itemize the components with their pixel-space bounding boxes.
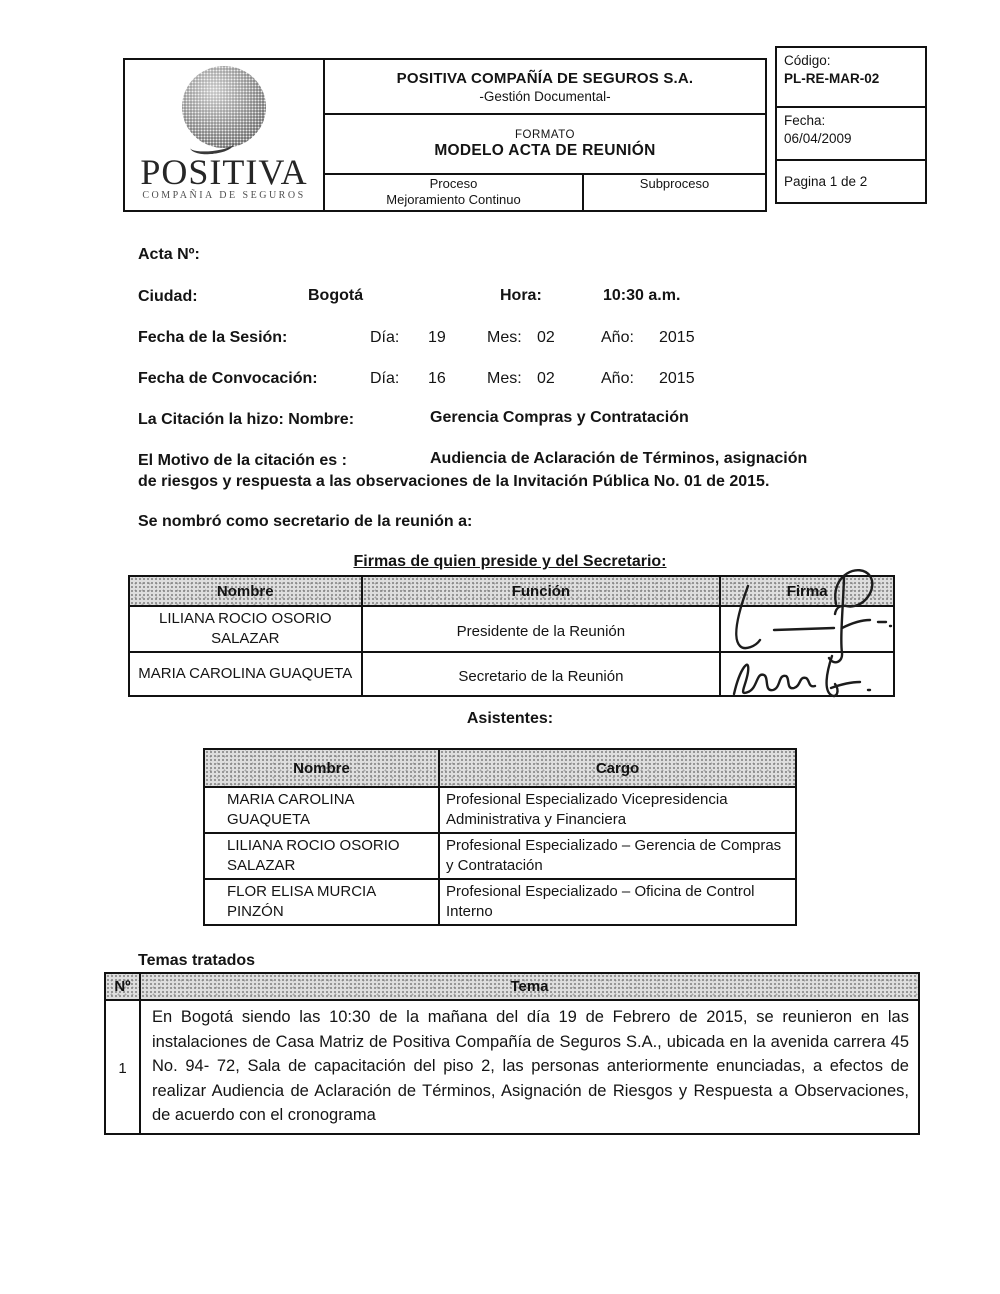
formato-label: FORMATO bbox=[515, 128, 575, 141]
fecha-cell bbox=[777, 108, 925, 161]
fecha-convocacion-label: Fecha de Convocación: bbox=[138, 370, 318, 387]
temas-table bbox=[104, 972, 920, 1135]
sesion-mes-label: Mes: bbox=[487, 329, 522, 346]
header-company-row bbox=[325, 60, 765, 115]
pagina-cell bbox=[777, 161, 925, 202]
logo-cell bbox=[125, 60, 325, 210]
temas-header-tema: Tema bbox=[140, 973, 919, 1000]
tema-row-num: 1 bbox=[105, 1000, 140, 1134]
motivo-value-line1: Audiencia de Aclaración de Términos, asignación bbox=[430, 450, 808, 467]
form-title: MODELO ACTA DE REUNIÓN bbox=[434, 141, 656, 159]
asistentes-row-nombre: MARIA CAROLINA GUAQUETA bbox=[204, 787, 439, 833]
header-box bbox=[123, 58, 767, 212]
codigo-cell bbox=[777, 48, 925, 108]
asistentes-row-cargo: Profesional Especializado – Gerencia de Compras y Contratación bbox=[439, 833, 796, 879]
asistentes-header-cargo: Cargo bbox=[439, 749, 796, 787]
asistentes-row-nombre: LILIANA ROCIO OSORIO SALAZAR bbox=[204, 833, 439, 879]
gestion-subtitle: -Gestión Documental- bbox=[479, 88, 611, 104]
convocacion-ano-label: Año: bbox=[601, 370, 634, 387]
subproceso-cell: Subproceso bbox=[639, 176, 710, 191]
firmas-header-funcion: Función bbox=[362, 576, 721, 606]
codigo-label: Código: bbox=[784, 53, 831, 68]
asistentes-row bbox=[204, 879, 796, 925]
firmas-header-nombre: Nombre bbox=[129, 576, 362, 606]
logo-brand: POSITIVA bbox=[140, 152, 308, 192]
proceso-value: Mejoramiento Continuo bbox=[386, 192, 521, 207]
asistentes-row bbox=[204, 787, 796, 833]
temas-header-num: Nº bbox=[105, 973, 140, 1000]
temas-title: Temas tratados bbox=[138, 952, 256, 969]
firmas-row-nombre: LILIANA ROCIO OSORIO SALAZAR bbox=[129, 606, 362, 652]
firmas-title: Firmas de quien preside y del Secretario: bbox=[353, 553, 667, 570]
firmas-header-firma: Firma bbox=[720, 576, 894, 606]
firmas-row bbox=[129, 652, 894, 696]
asistentes-row-cargo: Profesional Especializado Vicepresidencia Administrativa y Financiera bbox=[439, 787, 796, 833]
header-title-row bbox=[325, 115, 765, 175]
hora-value: 10:30 a.m. bbox=[603, 287, 681, 304]
sesion-dia-value: 19 bbox=[428, 329, 446, 346]
convocacion-dia-value: 16 bbox=[428, 370, 446, 387]
sesion-dia-label: Día: bbox=[370, 329, 400, 346]
globe-icon bbox=[182, 66, 266, 148]
firmas-row-nombre: MARIA CAROLINA GUAQUETA bbox=[129, 652, 362, 696]
citacion-label: La Citación la hizo: Nombre: bbox=[138, 411, 355, 428]
proceso-label: Proceso bbox=[429, 176, 478, 191]
tema-paragraph: En Bogotá siendo las 10:30 de la mañana del día 19 de Febrero de 2015, se reunieron en las instalaciones de Casa Matriz de Positiva Compañía de Seguros S.A., ubicada en la avenida carrera 45 No. 94- 72, Sala de capacitación del piso 2, las personas anteriormente enunciadas, a efectos de realizar Audiencia de Aclaración de Términos, Asignación de Riesgos y Respuesta a Observaciones, de acuerdo con el cronograma bbox=[152, 1008, 909, 1124]
motivo-value-line2: de riesgos y respuesta a las observaciones de la Invitación Pública No. 01 de 2015. bbox=[138, 473, 770, 490]
asistentes-table bbox=[203, 748, 797, 926]
sesion-ano-label: Año: bbox=[601, 329, 634, 346]
proceso-cell bbox=[325, 175, 584, 210]
sesion-ano-value: 2015 bbox=[659, 329, 695, 346]
asistentes-header-nombre: Nombre bbox=[204, 749, 439, 787]
asistentes-row-nombre: FLOR ELISA MURCIA PINZÓN bbox=[204, 879, 439, 925]
ciudad-value: Bogotá bbox=[308, 287, 364, 304]
firmas-row bbox=[129, 606, 894, 652]
pagina-label: Pagina 1 de 2 bbox=[784, 173, 868, 189]
fecha-label: Fecha: bbox=[784, 113, 826, 128]
motivo-label: El Motivo de la citación es : bbox=[138, 452, 347, 469]
convocacion-mes-value: 02 bbox=[537, 370, 555, 387]
asistentes-row bbox=[204, 833, 796, 879]
header-center bbox=[325, 60, 765, 210]
firmas-row-firma-area bbox=[720, 652, 894, 696]
header-process-row bbox=[325, 175, 765, 210]
citacion-value: Gerencia Compras y Contratación bbox=[430, 409, 689, 426]
acta-label: Acta Nº: bbox=[138, 246, 200, 263]
convocacion-ano-value: 2015 bbox=[659, 370, 695, 387]
fecha-sesion-label: Fecha de la Sesión: bbox=[138, 329, 288, 346]
company-name: POSITIVA COMPAÑÍA DE SEGUROS S.A. bbox=[396, 69, 694, 87]
secretario-line: Se nombró como secretario de la reunión a: bbox=[138, 513, 473, 530]
asistentes-title: Asistentes: bbox=[466, 710, 554, 727]
codigo-value: PL-RE-MAR-02 bbox=[784, 71, 880, 86]
codigo-box bbox=[775, 46, 927, 204]
sesion-mes-value: 02 bbox=[537, 329, 555, 346]
fecha-value: 06/04/2009 bbox=[784, 131, 852, 146]
ciudad-label: Ciudad: bbox=[138, 288, 198, 305]
asistentes-row-cargo: Profesional Especializado – Oficina de Control Interno bbox=[439, 879, 796, 925]
firmas-table bbox=[128, 575, 895, 697]
firmas-row-firma-area bbox=[720, 606, 894, 652]
firmas-row-funcion: Presidente de la Reunión bbox=[362, 606, 721, 652]
logo-tagline: COMPAÑIA DE SEGUROS bbox=[142, 190, 306, 201]
firmas-row-funcion: Secretario de la Reunión bbox=[362, 652, 721, 696]
hora-label: Hora: bbox=[500, 287, 542, 304]
convocacion-dia-label: Día: bbox=[370, 370, 400, 387]
tema-row bbox=[105, 1000, 919, 1134]
convocacion-mes-label: Mes: bbox=[487, 370, 522, 387]
